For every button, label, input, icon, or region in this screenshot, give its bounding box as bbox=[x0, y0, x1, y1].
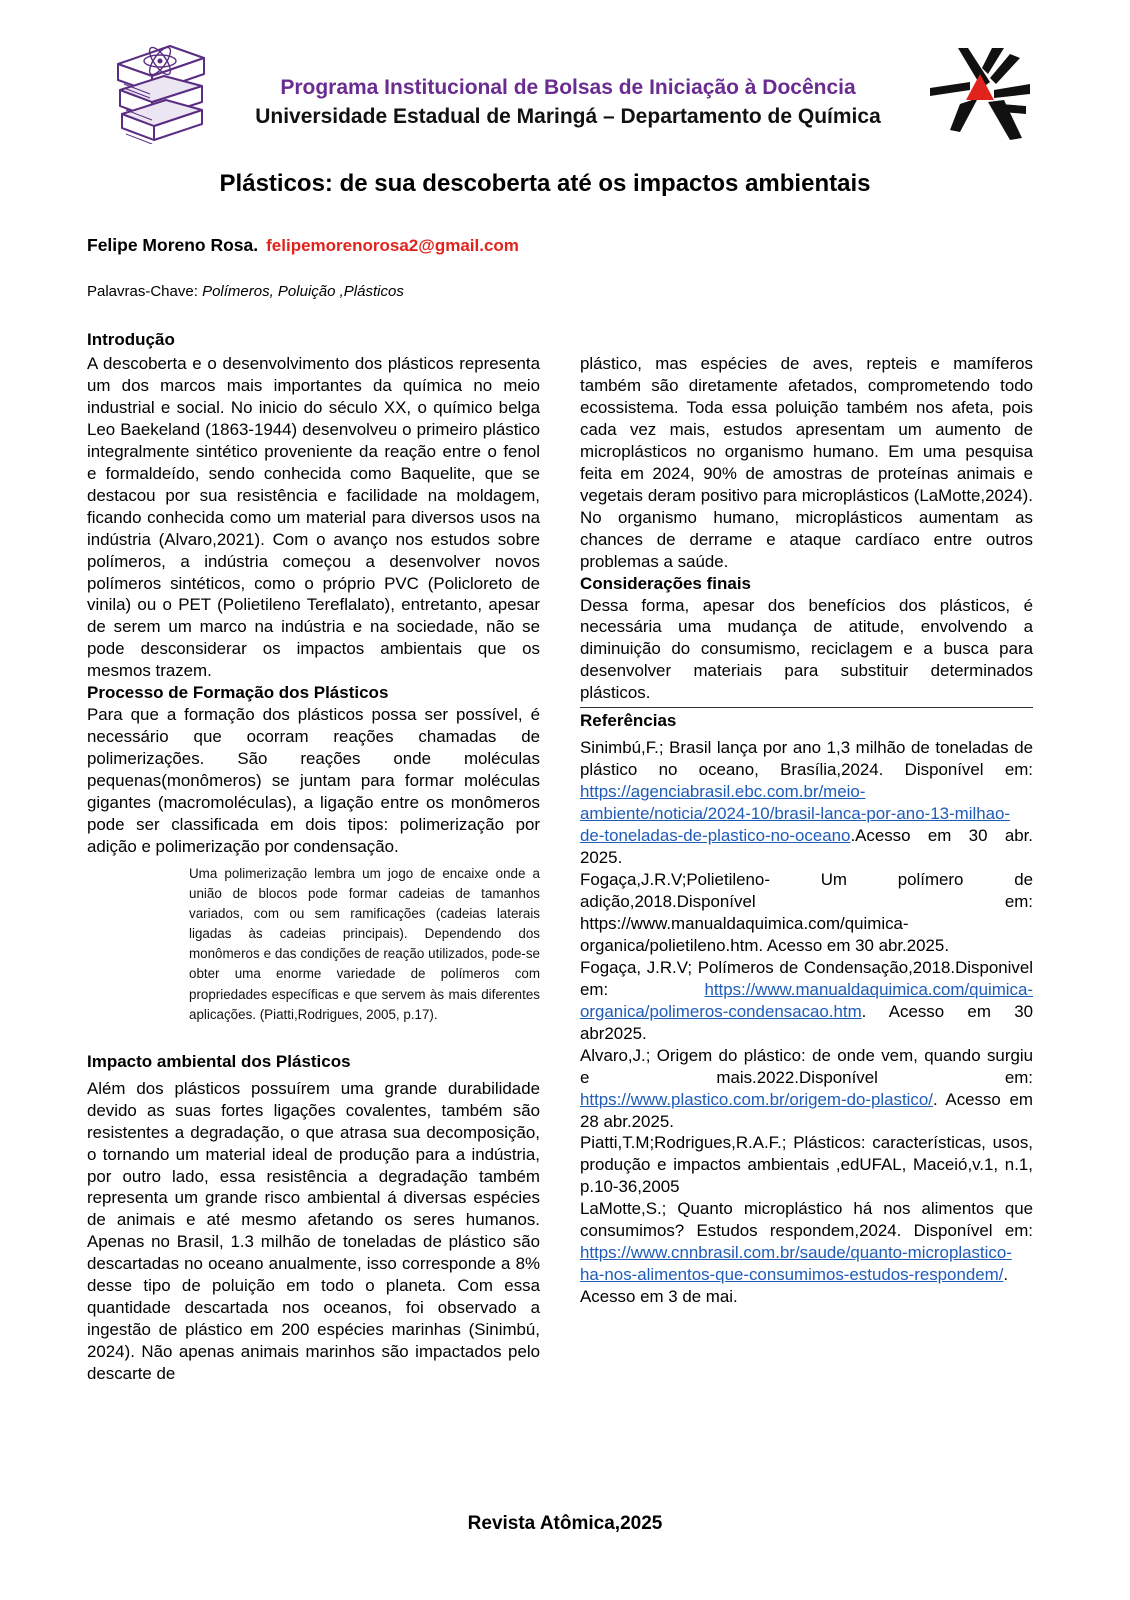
impacto-text-right: plástico, mas espécies de aves, repteis e mamíferos também são diretamente afetados, comprometendo todo ecossistema. Toda essa poluição também nos afeta, pois cada vez mais, estudos apresentam um aumento de microplásticos no organismo humano. Em uma pesquisa feita em 2024, 90% de amostras de proteínas animais e vegetais deram positivo para microplásticos (LaMotte,2024). No organismo humano, microplásticos aumentam as chances de derrame e ataque cardíaco entre outros problemas a saúde. bbox=[580, 354, 1033, 571]
reference-link[interactable]: https://www.manualdaquimica.com/quimica-organica/polimeros-condensacao.htm bbox=[580, 979, 1033, 1021]
reference-link[interactable]: https://www.cnnbrasil.com.br/saude/quanto-microplastico-ha-nos-alimentos-que-consumimos-estudos-respondem/ bbox=[580, 1243, 1012, 1285]
university-name: Universidade Estadual de Maringá – Departamento de Química bbox=[255, 105, 881, 128]
author-name: Felipe Moreno Rosa. bbox=[87, 235, 259, 255]
article-title: Plásticos: de sua descoberta até os impactos ambientais bbox=[219, 170, 871, 197]
author-email[interactable]: felipemorenorosa2@gmail.com bbox=[266, 236, 519, 255]
processo-text: Para que a formação dos plásticos possa ser possível, é necessário que ocorram reações chamadas de polimerizações. São reações onde moléculas pequenas(monômeros) se juntam para formar moléculas gigantes (macromoléculas), a ligação entre os monômeros pode ser classificada em dois tipos: polimerização por adição e polimerização por condensação. bbox=[87, 705, 540, 857]
section-heading-introducao: Introdução bbox=[87, 330, 175, 349]
reference-item: Piatti,T.M;Rodrigues,R.A.F.; Plásticos: características, usos, produção e impactos ambientais ,edUFAL, Maceió,v.1, n.1, p.10-36,2005 bbox=[580, 1133, 1033, 1197]
left-column bbox=[87, 353, 540, 1385]
reference-item: Fogaça,J.R.V;Polietileno- Um polímero de adição,2018.Disponível em: https://www.manualdaquimica.com/quimica-organica/polietileno.htm. Acesso em 30 abr.2025. bbox=[580, 870, 1033, 955]
journal-footer: Revista Atômica,2025 bbox=[467, 1513, 663, 1534]
uem-logo-icon bbox=[930, 44, 1030, 142]
section-heading-processo: Processo de Formação dos Plásticos bbox=[87, 683, 389, 703]
section-heading-referencias: Referências bbox=[580, 711, 677, 731]
books-atom-logo-icon bbox=[112, 42, 210, 144]
keywords-values: Polímeros, Poluição ,Plásticos bbox=[202, 283, 404, 300]
program-name: Programa Institucional de Bolsas de Iniciação à Docência bbox=[280, 76, 856, 99]
right-column bbox=[580, 353, 1033, 1308]
reference-item: Alvaro,J.; Origem do plástico: de onde vem, quando surgiu e mais.2022.Disponível em: https://www.plastico.com.br/origem-do-plastico/. Acesso em 28 abr.2025. bbox=[580, 1045, 1033, 1131]
reference-item: Fogaça, J.R.V; Polímeros de Condensação,2018.Disponivel em: https://www.manualdaquimica.com/quimica-organica/polimeros-condensacao.htm. Acesso em 30 abr2025. bbox=[580, 957, 1033, 1043]
impacto-text-left: Além dos plásticos possuírem uma grande durabilidade devido as suas fortes ligações covalentes, também são resistentes a degradação, o que atrasa sua decomposição, o tornando um material ideal de produção para a indústria, por outro lado, essa resistência a degradação também representa um grande risco ambiental á diversas espécies de animais e até mesmo afetando os seres humanos. Apenas no Brasil, 1.3 milhão de toneladas de plástico são descartadas no oceano anualmente, isso corresponde a 8% desse tipo de poluição em todo o planeta. Com essa quantidade descartada nos oceanos, foi observado a ingestão de plástico em 200 espécies marinhas (Sinimbú, 2024). Não apenas animais marinhos são impactados pelo descarte de bbox=[87, 1078, 540, 1384]
keywords-line bbox=[87, 283, 404, 300]
author-line bbox=[87, 235, 519, 256]
reference-link[interactable]: https://agenciabrasil.ebc.com.br/meio-ambiente/noticia/2024-10/brasil-lanca-por-ano-13-milhao-de-toneladas-de-plastico-no-oceano bbox=[580, 782, 1011, 846]
references-section bbox=[580, 707, 1033, 1308]
introducao-text: A descoberta e o desenvolvimento dos plásticos representa um dos marcos mais importantes da química no meio industrial e social. No inicio do século XX, o químico belga Leo Baekeland (1863-1944) desenvolveu o primeiro plástico integralmente sintético proveniente da reação entre o fenol e formaldeído, sendo conhecida como Baquelite, que se destacou por sua resistência e facilidade na moldagem, ficando conhecida como um material para diversos usos na indústria (Alvaro,2021). Com o avanço nos estudos sobre polímeros, a indústria começou a desenvolver novos polímeros sintéticos, como o próprio PVC (Policloreto de vinila) ou o PET (Polietileno Tereflalato), entretanto, apesar de serem um marco na indústria e na sociedade, não se pode desconsiderar os impactos ambientais que os mesmos trazem. bbox=[87, 354, 540, 681]
section-heading-consideracoes: Considerações finais bbox=[580, 573, 752, 593]
reference-item: Sinimbú,F.; Brasil lança por ano 1,3 milhão de toneladas de plástico no oceano, Brasília,2024. Disponível em: https://agenciabrasil.ebc.com.br/meio-ambiente/noticia/2024-10/brasil-lanca-por-ano-13-milhao-de-toneladas-de-plastico-no-oceano.Acesso em 30 abr. 2025. bbox=[580, 738, 1033, 868]
reference-item: LaMotte,S.; Quanto microplástico há nos alimentos que consumimos? Estudos respondem,2024. Disponível em: https://www.cnnbrasil.com.br/saude/quanto-microplastico-ha-nos-alimentos-que-consumimos-estudos-respondem/. Acesso em 3 de mai. bbox=[580, 1199, 1033, 1307]
consideracoes-text: Dessa forma, apesar dos benefícios dos plásticos, é necessária uma mudança de atitude, envolvendo a diminuição do consumismo, reciclagem e a busca para desenvolver materiais para substituir determinados plásticos. bbox=[580, 595, 1033, 703]
block-quote: Uma polimerização lembra um jogo de encaixe onde a união de blocos pode formar cadeias de tamanhos variados, com ou sem ramificações (cadeias laterais ligadas às cadeias principais). Dependendo dos monômeros e das condições de reação utilizados, pode-se obter uma enorme variedade de polímeros com propriedades específicas e que servem às mais diferentes aplicações. (Piatti,Rodrigues, 2005, p.17). bbox=[189, 865, 540, 1022]
reference-link[interactable]: https://www.plastico.com.br/origem-do-plastico/ bbox=[580, 1089, 933, 1109]
section-heading-impacto: Impacto ambiental dos Plásticos bbox=[87, 1051, 351, 1071]
keywords-label: Palavras-Chave: bbox=[87, 283, 198, 300]
